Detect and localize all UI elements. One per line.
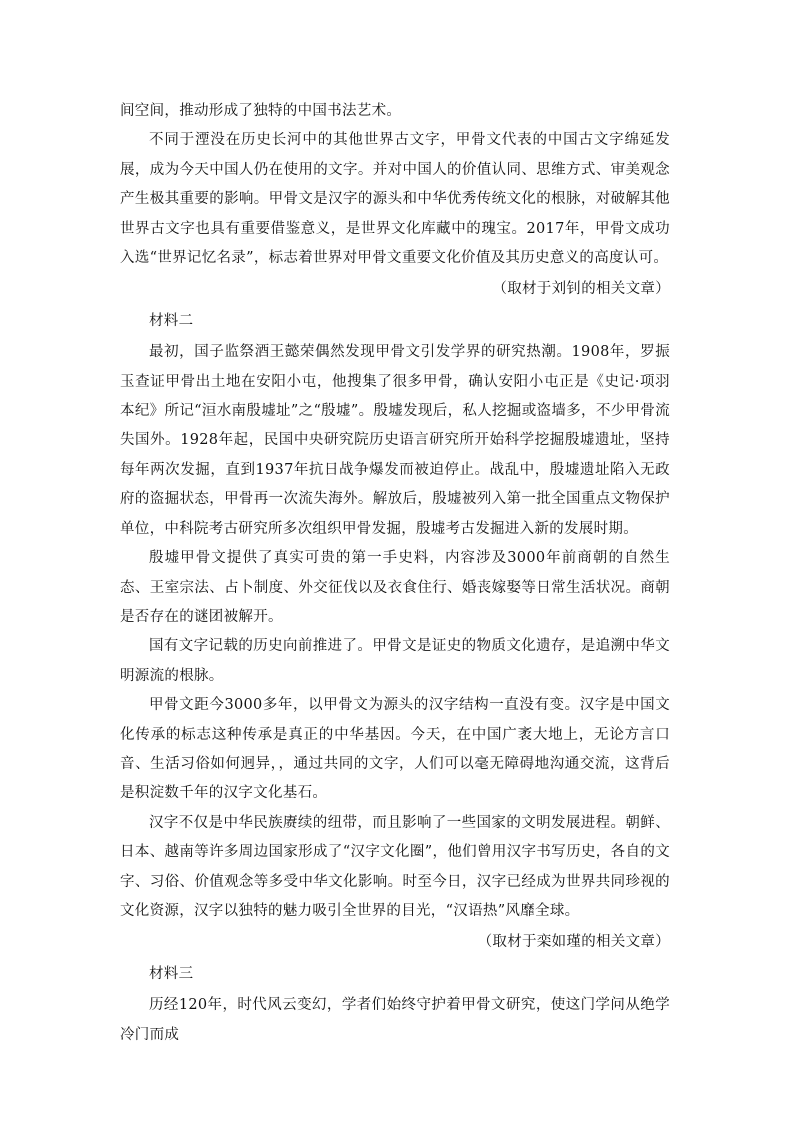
source-citation-2: （取材于栾如瑾的相关文章） bbox=[477, 934, 670, 951]
section-heading-material-2: 材料二 bbox=[149, 312, 194, 329]
source-citation-1: （取材于刘钊的相关文章） bbox=[492, 281, 670, 298]
paragraph-120-years: 历经120年，时代风云变幻，学者们始终守护着甲骨文研究，使这门学问从绝学冷门而成 bbox=[120, 997, 670, 1043]
document-body bbox=[120, 97, 670, 1050]
paragraph-oracle-bone-significance: 不同于湮没在历史长河中的其他世界古文字，甲骨文代表的中国古文字绵延发展，成为今天中国人仍在使用的文字。并对中国人的价值认同、思维方式、审美观念产生极其重要的影响。甲骨文是汉字的源头和中华优秀传统文化的根脉，对破解其他世界古文字也具有重要借鉴意义，是世界文化库藏中的瑰宝。2017年，甲骨文成功入选“世界记忆名录”，标志着世界对甲骨文重要文化价值及其历史意义的高度认可。 bbox=[120, 132, 670, 267]
paragraph-chinese-characters: 甲骨文距今3000多年，以甲骨文为源头的汉字结构一直没有变。汉字是中国文化传承的标志这种传承是真正的中华基因。今天，在中国广袤大地上，无论方言口音、生活习俗如何迥异，，通过共同的文字，人们可以毫无障碍地沟通交流，这背后是积淀数千年的汉字文化基石。 bbox=[120, 697, 670, 802]
paragraph-historical-material: 殷墟甲骨文提供了真实可贵的第一手史料，内容涉及3000年前商朝的自然生态、王室宗法、占卜制度、外交征伐以及衣食住行、婚丧嫁娶等日常生活状况。商朝是否存在的谜团被解开。 bbox=[120, 550, 670, 625]
paragraph-discovery-history: 最初，国子监祭酒王懿荣偶然发现甲骨文引发学界的研究热潮。1908年，罗振玉查证甲骨出土地在安阳小屯，他搜集了很多甲骨，确认安阳小屯正是《史记·项羽本纪》所记“洹水南殷墟址”之“殷墟”。殷墟发现后，私人挖掘或盗墙多，不少甲骨流失国外。1928年起，民国中央研究院历史语言研究所开始科学挖掘殷墟遗址，坚持每年两次发掘，直到1937年抗日战争爆发而被迫停止。战乱中，殷墟遗址陷入无政府的盗掘状态，甲骨再一次流失海外。解放后，殷墟被列入第一批全国重点文物保护单位，中科院考古研究所多次组织甲骨发掘，殷墟考古发掘进入新的发展时期。 bbox=[120, 344, 670, 537]
paragraph-history-advanced: 国有文字记载的历史向前推进了。甲骨文是证史的物质文化遗存，是追溯中华文明源流的根脉。 bbox=[120, 638, 670, 684]
paragraph-continuation: 间空间，推动形成了独特的中国书法艺术。 bbox=[120, 103, 402, 119]
section-heading-material-3: 材料三 bbox=[149, 965, 194, 982]
paragraph-character-culture-circle: 汉字不仅是中华民族赓续的纽带，而且影响了一些国家的文明发展进程。朝鲜、日本、越南等许多周边国家形成了“汉字文化圈”，他们曾用汉字书写历史，各自的文字、习俗、价值观念等多受中华文化影响。时至今日，汉字已经成为世界共同珍视的文化资源，汉字以独特的魅力吸引全世界的目光，“汉语热”风靡全球。 bbox=[120, 814, 670, 919]
